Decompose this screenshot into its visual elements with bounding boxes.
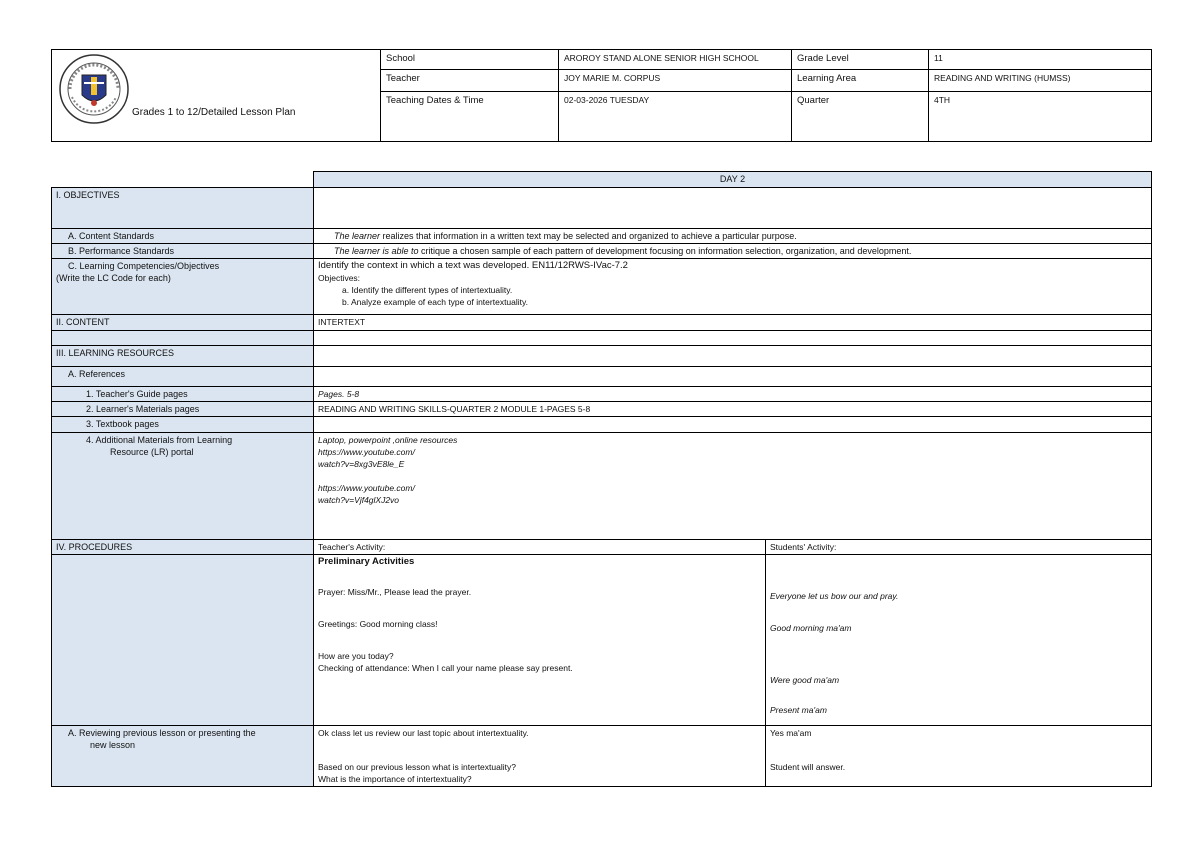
procedures-heading: IV. PROCEDURES [52,540,314,555]
area-value: READING AND WRITING (HUMSS) [929,70,1152,92]
materials-list: Laptop, powerpoint ,online resources [318,435,458,445]
student-pray-line: Everyone let us bow our and pray. [770,591,899,601]
review-line-1: Ok class let us review our last topic about intertextuality. [318,728,529,738]
dates-value: 02-03-2026 TUESDAY [559,92,792,142]
preliminary-heading: Preliminary Activities [318,556,415,567]
attendance-line: Checking of attendance: When I call your name please say present. [318,663,573,673]
day-header: DAY 2 [314,172,1152,188]
students-review [766,726,1152,787]
additional-materials-label [52,433,314,540]
youtube-link-2[interactable]: https://www.youtube.com/ [318,483,415,493]
resources-heading: III. LEARNING RESOURCES [52,346,314,367]
references-cell [314,367,1152,387]
greetings-line: Greetings: Good morning class! [318,619,438,629]
competencies-label [52,259,314,315]
additional-materials-label-line2: Resource (LR) portal [110,447,194,457]
content-spacer-value [314,331,1152,346]
grade-label: Grade Level [792,50,929,70]
lesson-plan-table [51,171,1152,787]
deped-seal-icon [58,53,130,125]
grade-value: 11 [929,50,1152,70]
quarter-label: Quarter [792,92,929,142]
competencies-cell [314,259,1152,315]
blank-cell [52,172,314,188]
content-heading: II. CONTENT [52,315,314,331]
content-standards-body: realizes that information in a written text may be selected and organized to achieve a particular purpose. [380,231,797,241]
learners-materials-value: READING AND WRITING SKILLS-QUARTER 2 MODULE 1-PAGES 5-8 [314,402,1152,417]
content-standards-text [314,229,1152,244]
performance-standards-lead: The learner is able to [334,246,419,256]
school-value: AROROY STAND ALONE SENIOR HIGH SCHOOL [559,50,792,70]
content-standards-label: A. Content Standards [52,229,314,244]
competency-objectives: Objectives: [318,273,361,283]
competencies-label-line1: C. Learning Competencies/Objectives [68,261,220,271]
school-label: School [381,50,559,70]
objectives-cell [314,188,1152,229]
preliminary-label-cell [52,555,314,726]
competencies-label-line2: (Write the LC Code for each) [56,273,171,283]
performance-standards-body: critique a chosen sample of each pattern of development focusing on information selection, organization, and development. [418,246,912,256]
textbook-label: 3. Textbook pages [52,417,314,433]
performance-standards-text [314,244,1152,259]
student-present-line: Present ma'am [770,705,827,715]
students-preliminary [766,555,1152,726]
logo-cell [52,50,381,142]
competency-a: a. Identify the different types of intertextuality. [342,285,513,295]
review-label-line1: A. Reviewing previous lesson or presenting the [68,728,256,738]
teachers-guide-label: 1. Teacher's Guide pages [52,387,314,402]
teacher-activity-header: Teacher's Activity: [314,540,766,555]
header-table [51,49,1152,142]
prayer-line: Prayer: Miss/Mr., Please lead the prayer. [318,587,472,597]
review-label [52,726,314,787]
youtube-link-1[interactable]: https://www.youtube.com/ [318,447,415,457]
teacher-value: JOY MARIE M. CORPUS [559,70,792,92]
area-label: Learning Area [792,70,929,92]
review-line-3: What is the importance of intertextuality? [318,774,472,784]
youtube-link-1-query[interactable]: watch?v=8xg3vE8le_E [318,459,405,469]
additional-materials-value [314,433,1152,540]
review-line-2: Based on our previous lesson what is intertextuality? [318,762,516,772]
plan-title: Grades 1 to 12/Detailed Lesson Plan [132,107,296,118]
student-good-line: Were good ma'am [770,675,840,685]
students-activity-header: Students' Activity: [766,540,1152,555]
dates-label: Teaching Dates & Time [381,92,559,142]
competency-main: Identify the context in which a text was developed. EN11/12RWS-IVac-7.2 [318,260,628,271]
teacher-label: Teacher [381,70,559,92]
content-spacer [52,331,314,346]
textbook-value [314,417,1152,433]
additional-materials-label-line1: 4. Additional Materials from Learning [86,435,233,445]
references-label: A. References [52,367,314,387]
teacher-review [314,726,766,787]
learners-materials-label: 2. Learner's Materials pages [52,402,314,417]
how-line: How are you today? [318,651,394,661]
student-yes-line: Yes ma'am [770,728,812,738]
quarter-value: 4TH [929,92,1152,142]
student-answer-line: Student will answer. [770,762,846,772]
youtube-link-2-query[interactable]: watch?v=Vjf4glXJ2vo [318,495,400,505]
teacher-preliminary [314,555,766,726]
resources-cell [314,346,1152,367]
student-morning-line: Good morning ma'am [770,623,852,633]
objectives-heading: I. OBJECTIVES [52,188,314,229]
content-value: INTERTEXT [314,315,1152,331]
teachers-guide-value: Pages. 5-8 [314,387,1152,402]
competency-b: b. Analyze example of each type of intertextuality. [342,297,529,307]
performance-standards-label: B. Performance Standards [52,244,314,259]
content-standards-lead: The learner [334,231,381,241]
review-label-line2: new lesson [90,740,136,750]
